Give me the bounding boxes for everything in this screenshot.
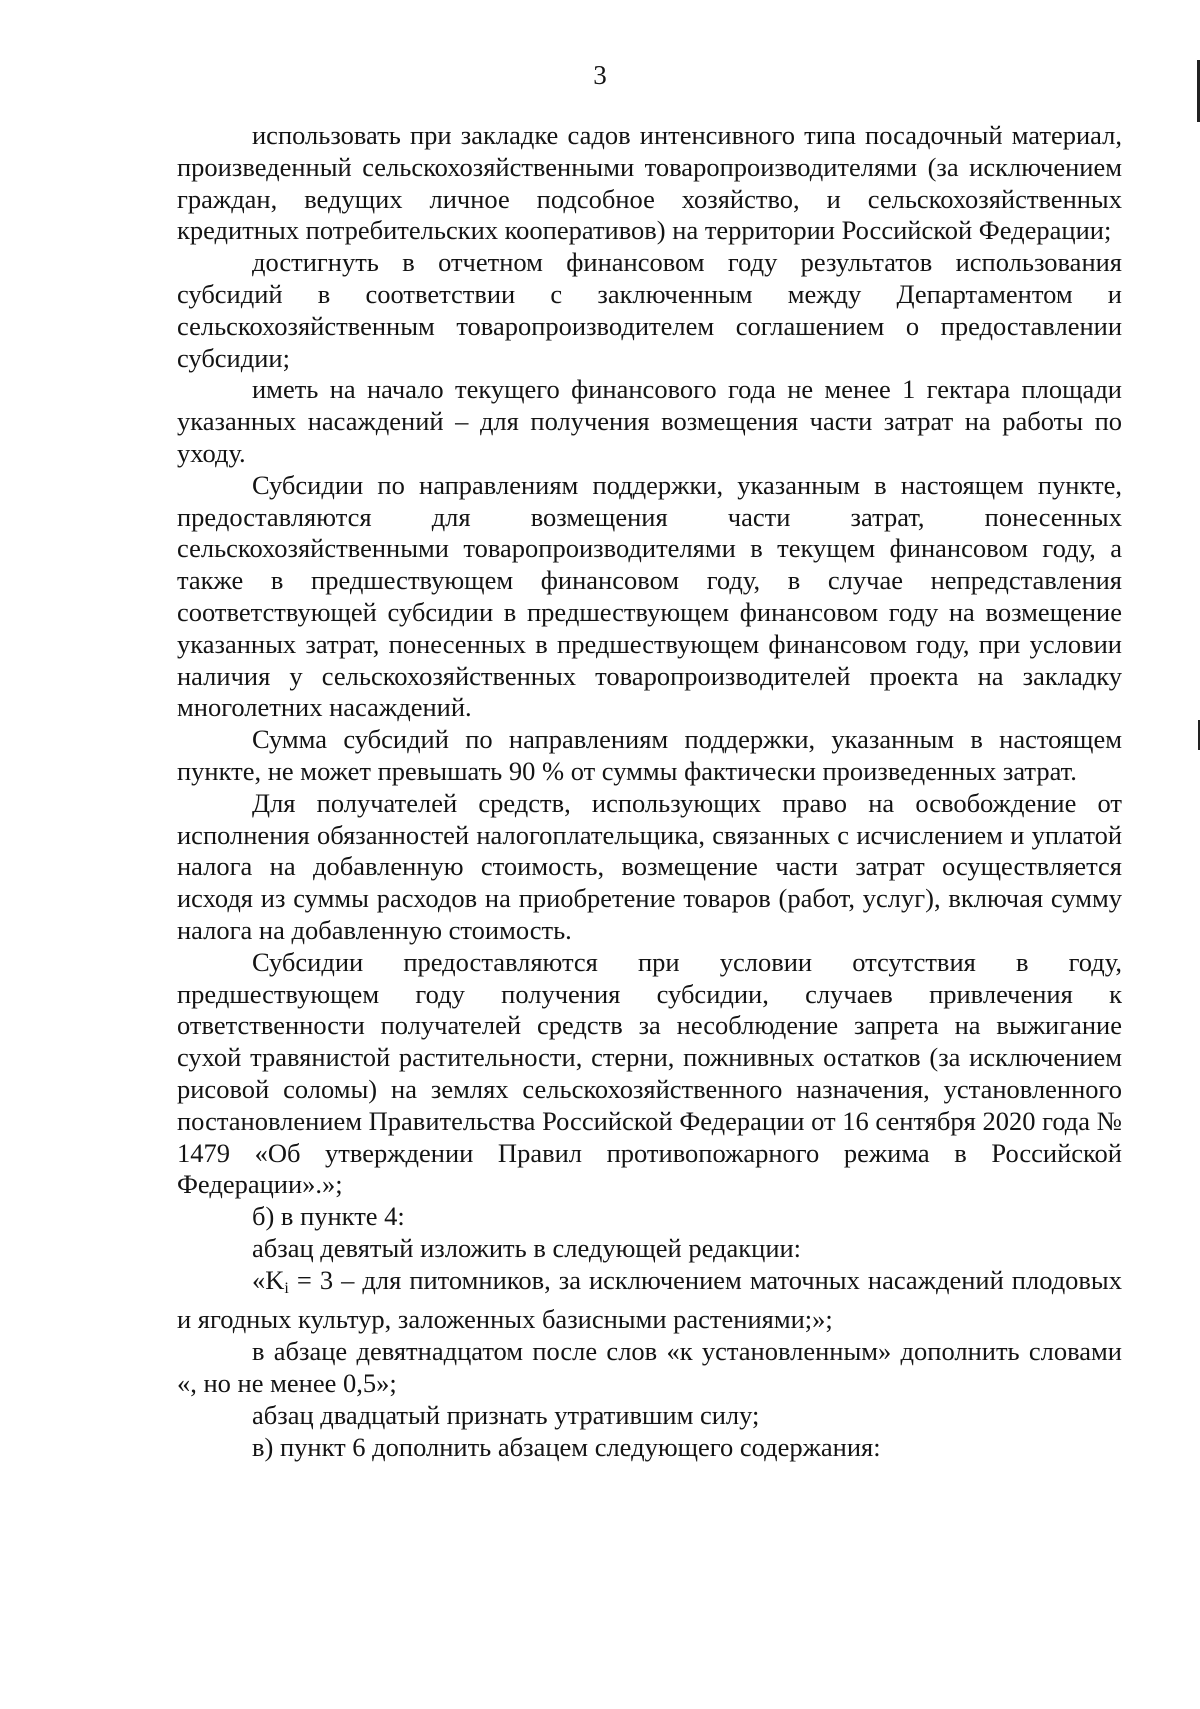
- paragraph: Для получателей средств, использующих право на освобождение от исполнения обязанностей налогоплательщика, связанных с исчислением и уплатой налога на добавленную стоимость, возмещение части затрат осуществляется исходя из суммы расходов на приобретение товаров (работ, услуг), включая сумму налога на добавленную стоимость.: [177, 787, 1122, 945]
- paragraph: Субсидии предоставляются при условии отсутствия в году, предшествующем году получения субсидии, случаев привлечения к ответственности получателей средств за несоблюдение запрета на выжигание сухой травянистой растительности, стерни, пожнивных остатков (за исключением рисовой соломы) на землях сельскохозяйственного назначения, установленного постановлением Правительства Российской Федерации от 16 сентября 2020 года № 1479 «Об утверждении Правил противопожарного режима в Российской Федерации».»;: [177, 946, 1122, 1200]
- formula-open: «K: [252, 1264, 285, 1295]
- paragraph: Сумма субсидий по направлениям поддержки, указанным в настоящем пункте, не может превышать 90 % от суммы фактически произведенных затрат.: [177, 724, 1122, 786]
- paragraph: абзац двадцатый признать утратившим силу;: [252, 1399, 760, 1430]
- formula-subscript: i: [284, 1279, 289, 1297]
- formula-paragraph: [177, 1265, 1122, 1337]
- document-body: [177, 120, 1122, 1463]
- paragraph: абзац девятый изложить в следующей редакции:: [252, 1232, 802, 1263]
- formula-rest: = 3 – для питомников, за исключением маточных насаждений плодовых и ягодных культур, заложенных базисными растениями;»;: [177, 1264, 1122, 1335]
- paragraph: в абзаце девятнадцатом после слов «к установленным» дополнить словами «, но не менее 0,5»;: [177, 1336, 1122, 1399]
- paragraph: использовать при закладке садов интенсивного типа посадочный материал, произведенный сельскохозяйственными товаропроизводителями (за исключением граждан, ведущих личное подсобное хозяйство, и сельскохозяйственных кредитных потребительских кооперативов) на территории Российской Федерации;: [177, 120, 1122, 246]
- paragraph: достигнуть в отчетном финансовом году результатов использования субсидий в соответствии с заключенным между Департаментом и сельскохозяйственным товаропроизводителем соглашением о предоставлении субсидии;: [177, 247, 1122, 373]
- paragraph: Субсидии по направлениям поддержки, указанным в настоящем пункте, предоставляются для возмещения части затрат, понесенных сельскохозяйственными товаропроизводителями в текущем финансовом году, а также в предшествующем финансовом году, в случае непредставления соответствующей субсидии в предшествующем финансовом году на возмещение указанных затрат, понесенных в предшествующем финансовом году, при условии наличия у сельскохозяйственных товаропроизводителей проекта на закладку многолетних насаждений.: [177, 469, 1122, 723]
- paragraph: б) в пункте 4:: [252, 1201, 405, 1232]
- paragraph: иметь на начало текущего финансового года не менее 1 гектара площади указанных насаждений – для получения возмещения части затрат на работы по уходу.: [177, 374, 1122, 468]
- paragraph: в) пункт 6 дополнить абзацем следующего содержания:: [252, 1431, 881, 1462]
- page-number: 3: [593, 60, 607, 90]
